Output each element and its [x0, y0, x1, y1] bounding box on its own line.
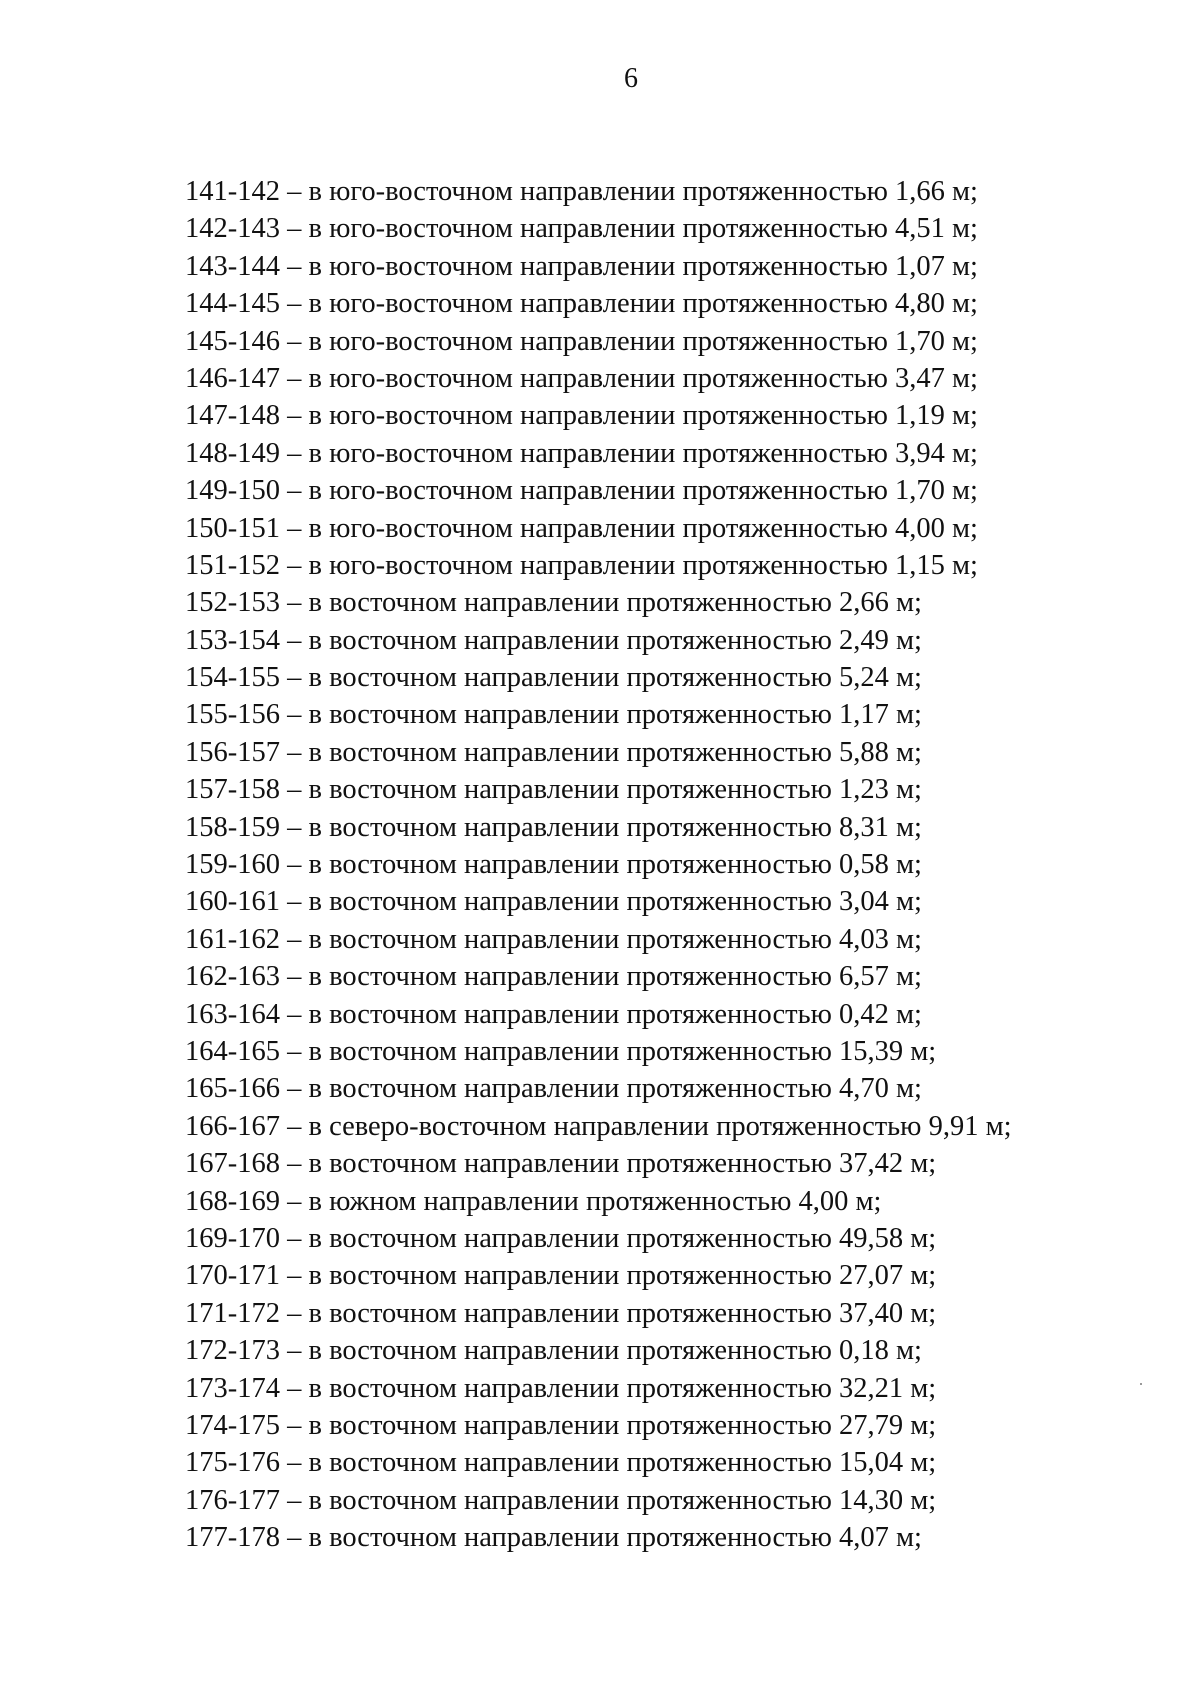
- boundary-segment-line: 147-148 – в юго-восточном направлении протяженностью 1,19 м;: [185, 400, 978, 432]
- boundary-segment-line: 177-178 – в восточном направлении протяженностью 4,07 м;: [185, 1522, 922, 1554]
- boundary-segment-line: 154-155 – в восточном направлении протяженностью 5,24 м;: [185, 662, 922, 694]
- boundary-segment-line: 156-157 – в восточном направлении протяженностью 5,88 м;: [185, 736, 922, 768]
- boundary-segment-line: 145-146 – в юго-восточном направлении протяженностью 1,70 м;: [185, 325, 978, 357]
- boundary-segment-line: 151-152 – в юго-восточном направлении протяженностью 1,15 м;: [185, 549, 978, 581]
- boundary-segment-line: 164-165 – в восточном направлении протяженностью 15,39 м;: [185, 1035, 937, 1067]
- boundary-segment-line: 149-150 – в юго-восточном направлении протяженностью 1,70 м;: [185, 475, 978, 507]
- boundary-segment-line: 144-145 – в юго-восточном направлении протяженностью 4,80 м;: [185, 288, 978, 320]
- page-number: 6: [624, 63, 638, 94]
- boundary-segment-line: 165-166 – в восточном направлении протяженностью 4,70 м;: [185, 1073, 922, 1105]
- boundary-segment-line: 163-164 – в восточном направлении протяженностью 0,42 м;: [185, 998, 922, 1030]
- scan-speck: [1140, 1383, 1142, 1385]
- boundary-segment-line: 174-175 – в восточном направлении протяженностью 27,79 м;: [185, 1409, 937, 1441]
- boundary-segment-line: 141-142 – в юго-восточном направлении протяженностью 1,66 м;: [185, 176, 978, 207]
- boundary-segment-line: 150-151 – в юго-восточном направлении протяженностью 4,00 м;: [185, 512, 978, 544]
- boundary-segment-line: 142-143 – в юго-восточном направлении протяженностью 4,51 м;: [185, 213, 978, 245]
- boundary-segment-line: 148-149 – в юго-восточном направлении протяженностью 3,94 м;: [185, 437, 978, 469]
- boundary-segment-line: 167-168 – в восточном направлении протяженностью 37,42 м;: [185, 1148, 937, 1180]
- boundary-segment-line: 171-172 – в восточном направлении протяженностью 37,40 м;: [185, 1297, 937, 1329]
- boundary-segment-line: 172-173 – в восточном направлении протяженностью 0,18 м;: [185, 1335, 922, 1367]
- boundary-segment-list: [185, 173, 1085, 1556]
- boundary-segment-line: 168-169 – в южном направлении протяженностью 4,00 м;: [185, 1185, 882, 1217]
- boundary-segment-line: 143-144 – в юго-восточном направлении протяженностью 1,07 м;: [185, 250, 978, 282]
- boundary-segment-line: 159-160 – в восточном направлении протяженностью 0,58 м;: [185, 849, 922, 881]
- boundary-segment-line: 152-153 – в восточном направлении протяженностью 2,66 м;: [185, 587, 922, 619]
- boundary-segment-line: 169-170 – в восточном направлении протяженностью 49,58 м;: [185, 1222, 937, 1254]
- boundary-segment-line: 153-154 – в восточном направлении протяженностью 2,49 м;: [185, 624, 922, 656]
- boundary-segment-line: 170-171 – в восточном направлении протяженностью 27,07 м;: [185, 1260, 937, 1292]
- boundary-segment-line: 155-156 – в восточном направлении протяженностью 1,17 м;: [185, 699, 922, 731]
- boundary-segment-line: 146-147 – в юго-восточном направлении протяженностью 3,47 м;: [185, 362, 978, 394]
- boundary-segment-line: 166-167 – в северо-восточном направлении протяженностью 9,91 м;: [185, 1110, 1012, 1142]
- boundary-segment-line: 160-161 – в восточном направлении протяженностью 3,04 м;: [185, 886, 922, 918]
- boundary-segment-line: 157-158 – в восточном направлении протяженностью 1,23 м;: [185, 774, 922, 806]
- boundary-segment-line: 176-177 – в восточном направлении протяженностью 14,30 м;: [185, 1484, 937, 1516]
- boundary-segment-line: 173-174 – в восточном направлении протяженностью 32,21 м;: [185, 1372, 937, 1404]
- boundary-segment-line: 175-176 – в восточном направлении протяженностью 15,04 м;: [185, 1447, 937, 1479]
- boundary-segment-line: 161-162 – в восточном направлении протяженностью 4,03 м;: [185, 923, 922, 955]
- boundary-segment-line: 158-159 – в восточном направлении протяженностью 8,31 м;: [185, 811, 922, 843]
- boundary-segment-line: 162-163 – в восточном направлении протяженностью 6,57 м;: [185, 961, 922, 993]
